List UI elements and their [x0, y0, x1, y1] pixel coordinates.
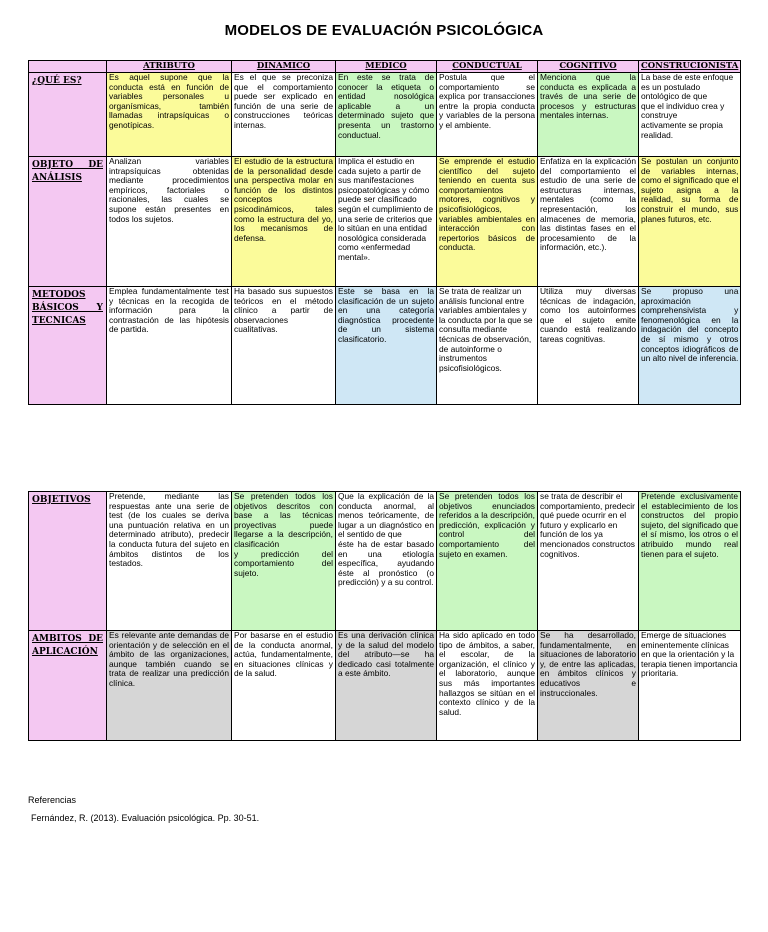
- header-dinamico: DINAMICO: [232, 61, 336, 73]
- header-atributo: ATRIBUTO: [107, 61, 232, 73]
- header-construcionista: CONSTRUCIONISTA: [639, 61, 741, 73]
- cell-ambitos-medico: Es una derivación clínica y de la salud del modelo del atributo—se ha dedicado casi totalmente a este ámbito.: [336, 631, 437, 741]
- reference-entry: Fernández, R. (2013). Evaluación psicológica. Pp. 30-51.: [31, 813, 260, 823]
- cell-objeto-conductual: Se emprende el estudio científico del sujeto teniendo en cuenta sus comportamientos motores, cognitivos y psicofisiológicos, variables ambientales en interacción con repertorios básicos de conducta.: [437, 157, 538, 287]
- models-table-part-2: [28, 491, 741, 741]
- cell-metodos-atributo: Emplea fundamentalmente test y técnicas en la recogida de información para la contrastación de las hipótesis de partida.: [107, 287, 232, 405]
- table-row-objeto: [29, 157, 741, 287]
- references-section: [28, 791, 259, 827]
- cell-objetivos-cognitivo: se trata de describir el comportamiento, predecir qué puede ocurrir en el futuro y explicarlo en función de los ya mencionados constructos cognitivos.: [538, 492, 639, 631]
- cell-objeto-construcionista: Se postulan un conjunto de variables internas, como el significado que el sujeto asigna a la realidad, su forma de construir el mundo, sus planes futuros, etc.: [639, 157, 741, 287]
- cell-metodos-conductual: Se trata de realizar un análisis funcional entre variables ambientales y la conducta por la que se consulta mediante técnicas de observación, de autoinforme o instrumentos psicofisiológicos.: [437, 287, 538, 405]
- cell-objetivos-medico: Que la explicación de la conducta anormal, al menos teóricamente, de lugar a un diagnóstico en el sentido de que éste ha de estar basado en una etiología específica, ayudando éste al pronóstico (o predicción) y a su control.: [336, 492, 437, 631]
- cell-ambitos-conductual: Ha sido aplicado en todo tipo de ámbitos, a saber, el escolar, de la organización, el clínico y el laboratorio, aunque sus más importantes hallazgos se sitúan en el contexto clínico y de la salud.: [437, 631, 538, 741]
- header-empty-cell: [29, 61, 107, 73]
- cell-metodos-dinamico: Ha basado sus supuestos teóricos en el método clínico a partir de observaciones cualitativas.: [232, 287, 336, 405]
- cell-objeto-dinamico: El estudio de la estructura de la personalidad desde una perspectiva molar en función de los distintos conceptos psicodinámicos, tales como la estructura del yo, los mecanismos de defensa.: [232, 157, 336, 287]
- header-medico: MEDICO: [336, 61, 437, 73]
- row-label-que-es: ¿QUÉ ES?: [29, 73, 107, 157]
- cell-objeto-atributo: Analizan variables intrapsíquicas obtenidas mediante procedimientos empíricos, factoriales o racionales, las cuales se supone están presentes en todos los sujetos.: [107, 157, 232, 287]
- row-label-objeto: OBJETO DE ANÁLISIS: [29, 157, 107, 287]
- references-heading: Referencias: [28, 795, 77, 805]
- table-row-metodos: [29, 287, 741, 405]
- cell-objetivos-dinamico: Se pretenden todos los objetivos descritos con base a las técnicas proyectivas puede llegarse a la descripción, clasificación y predicción del comportamiento del sujeto.: [232, 492, 336, 631]
- table-row-objetivos: [29, 492, 741, 631]
- table-row-que-es: [29, 73, 741, 157]
- cell-objetivos-conductual: Se pretenden todos los objetivos enunciados referidos a la descripción, predicción, explicación y control del comportamiento del sujeto en examen.: [437, 492, 538, 631]
- cell-que-es-cognitivo: Menciona que la conducta es explicada a través de una serie de procesos y estructuras mentales internas.: [538, 73, 639, 157]
- table-row-ambitos: [29, 631, 741, 741]
- cell-metodos-construcionista: Se propuso una aproximación comprehensivista y fenomenológica en la indagación del concepto de sí mismo y otros conceptos idiográficos de un alto nivel de inferencia.: [639, 287, 741, 405]
- row-label-objetivos: OBJETIVOS: [29, 492, 107, 631]
- cell-que-es-construcionista: La base de este enfoque es un postulado ontológico de que que el individuo crea y construye activamente se propia realidad.: [639, 73, 741, 157]
- row-label-ambitos: AMBITOS DE APLICACIÓN: [29, 631, 107, 741]
- cell-que-es-dinamico: Es el que se preconiza que el comportamiento puede ser explicado en función de una serie de construcciones teóricas internas.: [232, 73, 336, 157]
- cell-que-es-atributo: Es aquel supone que la conducta está en función de variables personales u organísmicas, también llamadas intrapsíquicas o genotípicas.: [107, 73, 232, 157]
- header-conductual: CONDUCTUAL: [437, 61, 538, 73]
- cell-ambitos-cognitivo: Se ha desarrollado, fundamentalmente, en situaciones de laboratorio y, de entre las aplicadas, en ámbitos clínicos y educativos e instruccionales.: [538, 631, 639, 741]
- cell-ambitos-dinamico: Por basarse en el estudio de la conducta anormal, actúa, fundamentalmente, en situaciones clínicas y de la salud.: [232, 631, 336, 741]
- cell-metodos-cognitivo: Utiliza muy diversas técnicas de indagación, como los autoinformes que el sujeto emite cuando está realizando tareas cognitivas.: [538, 287, 639, 405]
- models-table-part-1: [28, 60, 741, 405]
- cell-que-es-conductual: Postula que el comportamiento se explica por transacciones entre la propia conducta y variables de la persona y el ambiente.: [437, 73, 538, 157]
- page-title: MODELOS DE EVALUACIÓN PSICOLÓGICA: [224, 22, 544, 39]
- cell-objeto-cognitivo: Enfatiza en la explicación del comportamiento el estudio de una serie de estructuras internas, mentales (como la representación, los almacenes de memoria, las distintas fases en el procesamiento de la información, etc.).: [538, 157, 639, 287]
- cell-objeto-medico: Implica el estudio en cada sujeto a partir de sus manifestaciones psicopatológicas y cómo puede ser clasificado según el cumplimiento de una serie de criterios que lo sitúan en una entidad nosológica considerada como «enfermedad mental».: [336, 157, 437, 287]
- row-label-metodos: METODOS BÁSICOS Y TECNICAS: [29, 287, 107, 405]
- cell-ambitos-atributo: Es relevante ante demandas de orientación y de selección en el ámbito de las organizaciones, aunque también cuando se trata de realizar una predicción clínica.: [107, 631, 232, 741]
- cell-metodos-medico: Este se basa en la clasificación de un sujeto en una categoría diagnóstica procedente de un sistema clasificatorio.: [336, 287, 437, 405]
- table-header-row: [29, 61, 741, 73]
- cell-ambitos-construcionista: Emerge de situaciones eminentemente clínicas en que la orientación y la terapia tienen importancia prioritaria.: [639, 631, 741, 741]
- cell-objetivos-atributo: Pretende, mediante las respuestas ante una serie de test (de los cuales se deriva una puntuación relativa en un determinado atributo), predecir la conducta futura del sujeto en ámbitos distintos de los testados.: [107, 492, 232, 631]
- cell-objetivos-construcionista: Pretende exclusivamente el establecimiento de los constructos del propio sujeto, del significado que el sí mismo, los otros o el atribuido mundo real tienen para el sujeto.: [639, 492, 741, 631]
- cell-que-es-medico: En este se trata de conocer la etiqueta o entidad nosológica aplicable a un determinado sujeto que presenta un trastorno conductual.: [336, 73, 437, 157]
- header-cognitivo: COGNITIVO: [538, 61, 639, 73]
